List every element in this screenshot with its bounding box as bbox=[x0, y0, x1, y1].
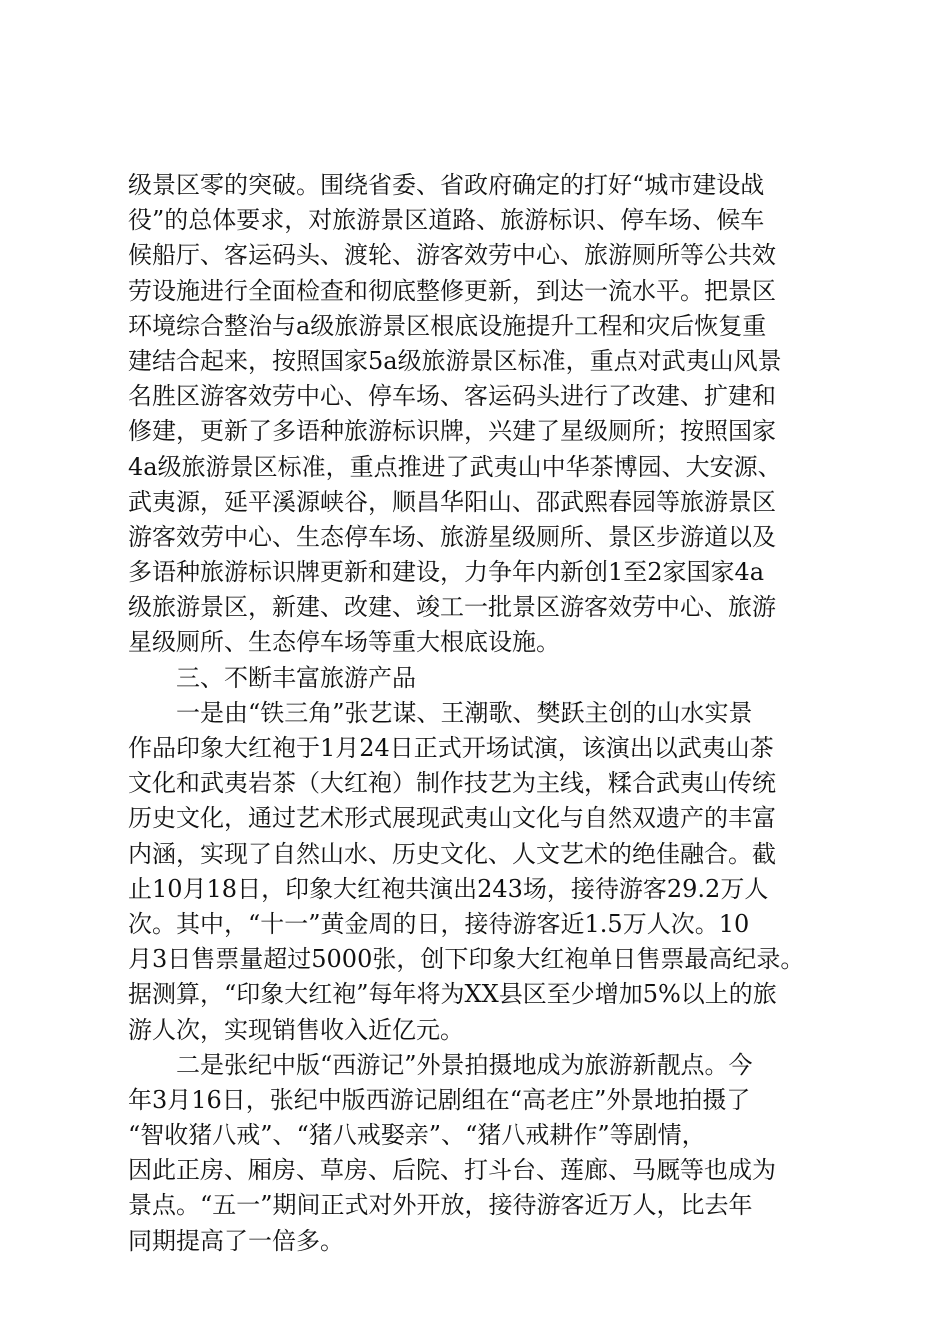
body-text bbox=[128, 168, 828, 1259]
section-heading: 三、不断丰富旅游产品 bbox=[176, 663, 416, 692]
text-line: 年3月16日，张纪中版西游记剧组在“高老庄”外景地拍摄了 bbox=[128, 1085, 751, 1114]
text-line: 内涵，实现了自然山水、历史文化、人文艺术的绝佳融合。截 bbox=[128, 839, 776, 868]
text-line: 劳设施进行全面检查和彻底整修更新，到达一流水平。把景区 bbox=[128, 276, 776, 305]
text-line: 因此正房、厢房、草房、后院、打斗台、莲廊、马厩等也成为 bbox=[128, 1156, 776, 1185]
text-line: 文化和武夷岩茶（大红袍）制作技艺为主线，糅合武夷山传统 bbox=[128, 769, 776, 798]
text-line: 月3日售票量超过5000张，创下印象大红袍单日售票最高纪录。 bbox=[128, 945, 805, 974]
text-line: 级景区零的突破。围绕省委、省政府确定的打好“城市建设战 bbox=[128, 171, 765, 199]
text-line: 修建，更新了多语种旅游标识牌，兴建了星级厕所；按照国家 bbox=[128, 417, 776, 446]
paragraph-first-line: 二是张纪中版“西游记”外景拍摄地成为旅游新靓点。今 bbox=[176, 1050, 753, 1079]
text-line: 名胜区游客效劳中心、停车场、客运码头进行了改建、扩建和 bbox=[128, 382, 776, 411]
text-line: 同期提高了一倍多。 bbox=[128, 1226, 344, 1255]
text-line: 役”的总体要求，对旅游景区道路、旅游标识、停车场、候车 bbox=[128, 206, 765, 235]
text-line: 候船厅、客运码头、渡轮、游客效劳中心、旅游厕所等公共效 bbox=[128, 241, 776, 270]
text-line: 武夷源，延平溪源峡谷，顺昌华阳山、邵武熙春园等旅游景区 bbox=[128, 487, 776, 516]
text-line: 4a级旅游景区标准，重点推进了武夷山中华茶博园、大安源、 bbox=[128, 452, 782, 481]
text-line: 级旅游景区，新建、改建、竣工一批景区游客效劳中心、旅游 bbox=[128, 593, 776, 622]
paragraph-first-line: 一是由“铁三角”张艺谋、王潮歌、樊跃主创的山水实景 bbox=[176, 698, 753, 727]
text-line: 历史文化，通过艺术形式展现武夷山文化与自然双遗产的丰富 bbox=[128, 804, 776, 833]
text-line: 星级厕所、生态停车场等重大根底设施。 bbox=[128, 628, 560, 657]
text-line: 止10月18日，印象大红袍共演出243场，接待游客29.2万人 bbox=[128, 874, 769, 903]
text-line: 游人次，实现销售收入近亿元。 bbox=[128, 1015, 464, 1044]
text-line: 建结合起来，按照国家5a级旅游景区标准，重点对武夷山风景 bbox=[128, 346, 782, 375]
text-line: 游客效劳中心、生态停车场、旅游星级厕所、景区步游道以及 bbox=[128, 522, 776, 551]
text-line: 作品印象大红袍于1月24日正式开场试演，该演出以武夷山茶 bbox=[128, 734, 774, 762]
text-line: 次。其中，“十一”黄金周的日，接待游客近1.5万人次。10 bbox=[128, 909, 750, 938]
text-line: 环境综合整治与a级旅游景区根底设施提升工程和灾后恢复重 bbox=[128, 311, 767, 340]
text-line: 据测算，“印象大红袍”每年将为XX县区至少增加5%以上的旅 bbox=[128, 980, 777, 1009]
text-line: “智收猪八戒”、“猪八戒娶亲”、“猪八戒耕作”等剧情， bbox=[128, 1121, 706, 1150]
text-line: 景点。“五一”期间正式对外开放，接待游客近万人，比去年 bbox=[128, 1191, 753, 1220]
text-line: 多语种旅游标识牌更新和建设，力争年内新创1至2家国家4a bbox=[128, 558, 765, 587]
